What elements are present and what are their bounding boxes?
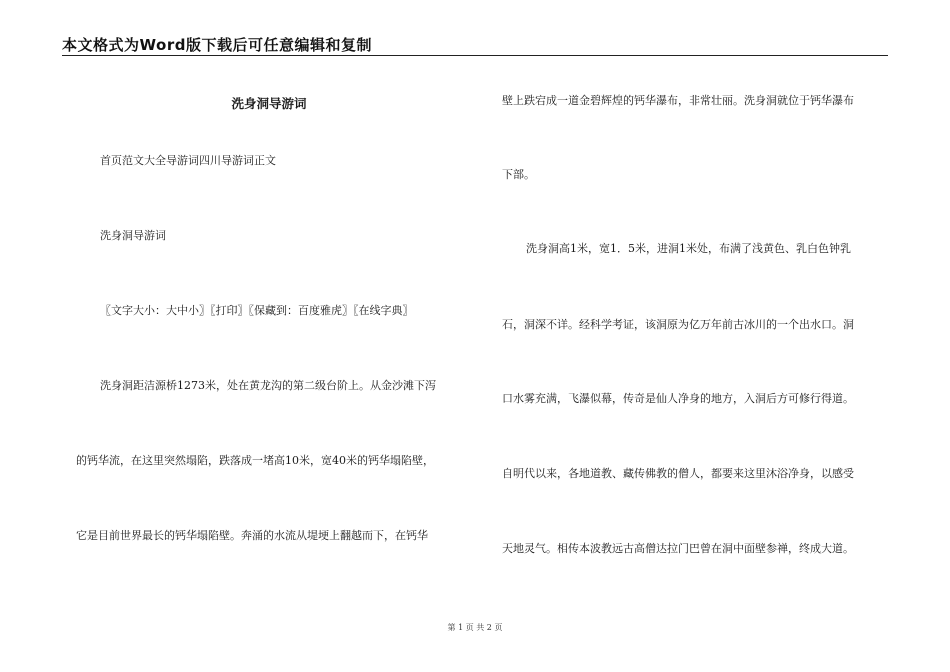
page-number-footer: 第 1 页 共 2 页 <box>447 623 503 632</box>
document-header-banner: 本文格式为Word版下载后可任意编辑和复制 <box>62 36 372 54</box>
paragraph-line: 洗身洞高1米，宽1．5米，进洞1米处，布满了浅黄色、乳白色钟乳 <box>526 242 851 255</box>
paragraph-line: 天地灵气。相传本波教远古高僧达拉门巴曾在洞中面壁参禅，终成大道。 <box>502 542 854 555</box>
document-title: 洗身洞导游词 <box>231 96 307 111</box>
subtitle-line: 洗身洞导游词 <box>100 229 166 242</box>
header-divider <box>62 55 888 56</box>
paragraph-line: 的钙华流，在这里突然塌陷，跌落成一堵高10米，宽40米的钙华塌陷壁， <box>76 454 434 467</box>
paragraph-line: 下部。 <box>502 168 535 181</box>
toolbar-text-line: 〖文字大小：大中小〗〖打印〗〖保藏到：百度雅虎〗〖在线字典〗 <box>100 304 414 317</box>
paragraph-line: 自明代以来，各地道教、藏传佛教的僧人，都要来这里沐浴净身，以感受 <box>502 467 854 480</box>
paragraph-line: 口水雾充满，飞瀑似幕，传奇是仙人净身的地方，入洞后方可修行得道。 <box>502 392 854 405</box>
breadcrumb-line: 首页范文大全导游词四川导游词正文 <box>100 154 276 167</box>
paragraph-line: 洗身洞距洁源桥1273米，处在黄龙沟的第二级台阶上。从金沙滩下泻 <box>100 379 436 392</box>
paragraph-line: 石，洞深不详。经科学考证，该洞原为亿万年前古冰川的一个出水口。洞 <box>502 318 854 331</box>
paragraph-line: 它是目前世界最长的钙华塌陷壁。奔涌的水流从堤埂上翻越而下，在钙华 <box>76 529 428 542</box>
paragraph-line: 壁上跌宕成一道金碧辉煌的钙华瀑布，非常壮丽。洗身洞就位于钙华瀑布 <box>502 94 854 107</box>
